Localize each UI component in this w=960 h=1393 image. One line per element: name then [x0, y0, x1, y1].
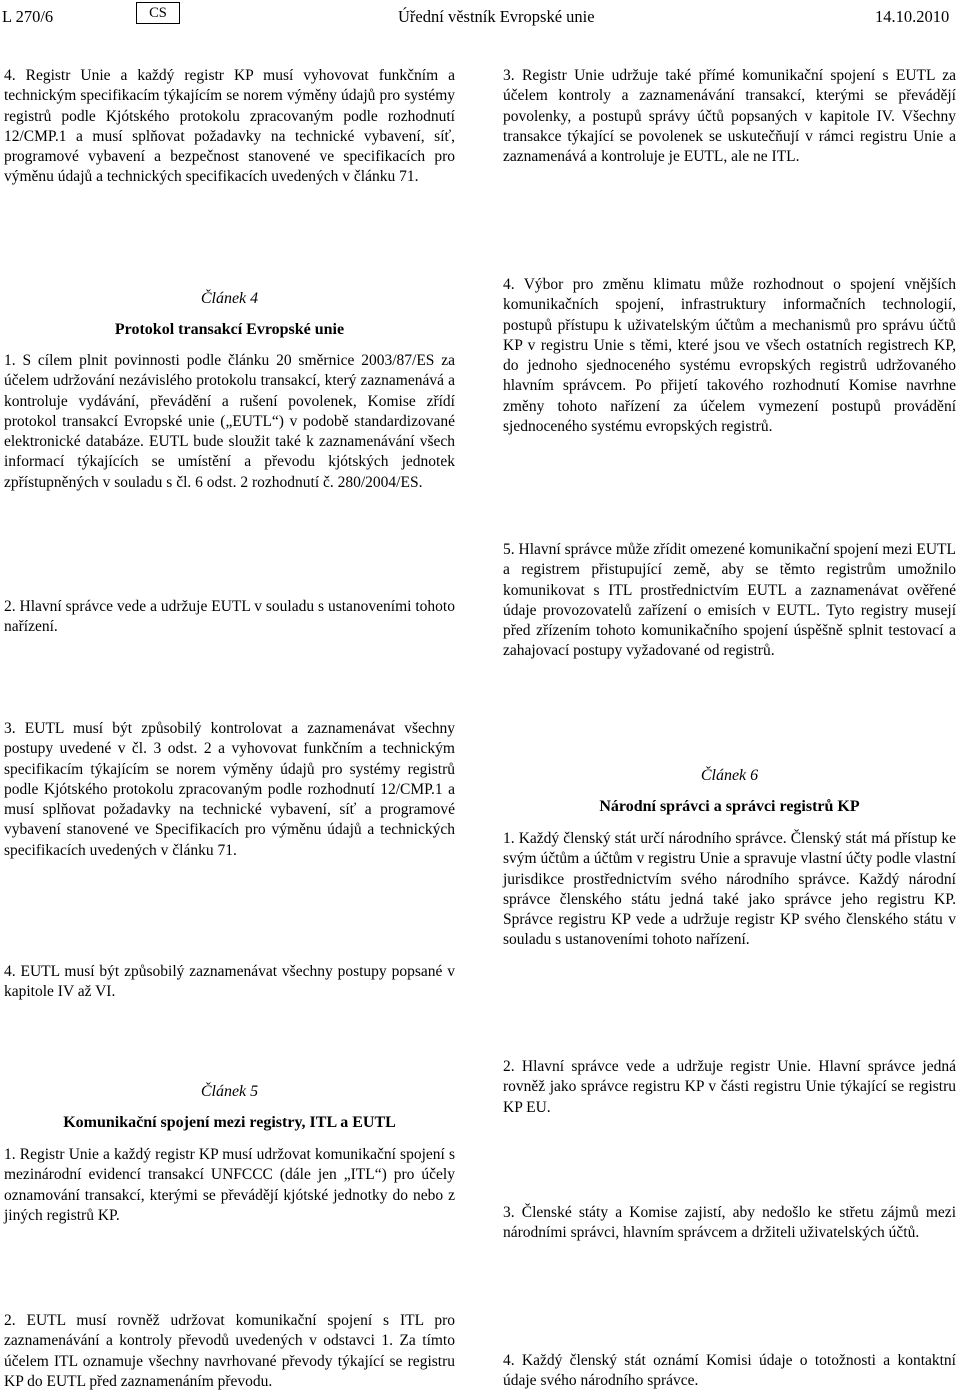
- article-6-paragraph-2: 2. Hlavní správce vede a udržuje registr Unie. Hlavní správce jedná rovněž jako správce registru KP v části registru Unie týkající se registru KP EU.: [503, 1058, 956, 1116]
- article-4-title: Protokol transakcí Evropské unie: [114, 321, 345, 338]
- article-5-label: Článek 5: [200, 1083, 259, 1100]
- publication-date: 14.10.2010: [875, 7, 950, 26]
- page-reference: L 270/6: [2, 7, 54, 26]
- article-5-paragraph-1: 1. Registr Unie a každý registr KP musí udržovat komunikační spojení s mezinárodní evidencí transakcí UNFCCC (dále jen „ITL“) pro účely oznamování transakcí, kterými se převádějí kjótské jednotky do nebo z jiných registrů KP.: [4, 1146, 455, 1224]
- paragraph-4-right: 4. Výbor pro změnu klimatu může rozhodnout o spojení vnějších komunikačních spojení, infrastruktury informačních technologií, postupů přístupu k uživatelským účtům a mechanismů pro správu účtů KP v registru Unie s těmi, které jsou ve všech ostatních registrech KP, do jednoho sjednoceného systému evropských registrů udržovaného hlavním správcem. Po přijetí takového rozhodnutí Komise navrhne změny tohoto nařízení za účelem vymezení postupů provádění sjednoceného systému evropských registrů.: [503, 276, 956, 436]
- journal-title: Úřední věstník Evropské unie: [398, 7, 595, 26]
- paragraph-3-right: 3. Registr Unie udržuje také přímé komunikační spojení s EUTL za účelem kontroly a zaznamenávání transakcí, kterými se převádějí povolenky, a postupů správy účtů popsaných v kapitole IV. Všechny transakce týkající se povolenek se uskutečňují v rámci registru Unie a zaznamenává a kontroluje je EUTL, ale ne ITL.: [503, 67, 956, 166]
- article-4-paragraph-4: 4. EUTL musí být způsobilý zaznamenávat všechny postupy popsané v kapitole IV až VI.: [4, 963, 455, 1001]
- page-header: [0, 0, 960, 40]
- article-6-title: Národní správci a správci registrů KP: [599, 798, 860, 815]
- paragraph-4-top: 4. Registr Unie a každý registr KP musí vyhovovat funkčním a technickým specifikacím týkajícím se norem výměny údajů pro systémy registrů podle Kjótského protokolu zpracovaným podle rozhodnutí 12/CMP.1 a musí splňovat požadavky na technické vybavení, síť, programové vybavení a bezpečnost stanovené ve specifikacích pro výměnu údajů a technických specifikacích uvedených v článku 71.: [4, 67, 455, 186]
- language-badge: CS: [136, 2, 180, 24]
- article-6-label: Článek 6: [700, 767, 759, 784]
- article-6-paragraph-4: 4. Každý členský stát oznámí Komisi údaje o totožnosti a kontaktní údaje svého národního správce.: [503, 1352, 956, 1390]
- article-4-paragraph-1: 1. S cílem plnit povinnosti podle článku 20 směrnice 2003/87/ES za účelem udržování nezávislého protokolu transakcí, který zaznamenává a kontroluje vydávání, převádění a rušení povolenek, Komise zřídí protokol transakcí Evropské unie („EUTL“) v podobě standardizované elektronické databáze. EUTL bude sloužit také k zaznamenávání všech informací týkajících se umístění a převodu kjótských jednotek zpřístupněných v souladu s čl. 6 odst. 2 rozhodnutí č. 280/2004/ES.: [4, 352, 455, 491]
- paragraph-5-right: 5. Hlavní správce může zřídit omezené komunikační spojení mezi EUTL a registrem přistupující země, aby se těmto registrům umožnilo komunikovat s ITL prostřednictvím EUTL a zaznamenávat ověřené údaje provozovatelů zařízení o emisích v EUTL. Tyto registry musejí před zřízením tohoto komunikačního spojení úspěšně splnit testovací a zahajovací postupy vyžadované od registrů.: [503, 541, 956, 660]
- article-6-paragraph-3: 3. Členské státy a Komise zajistí, aby nedošlo ke střetu zájmů mezi národními správci, hlavním správcem a držiteli uživatelských účtů.: [503, 1204, 956, 1242]
- article-5-title: Komunikační spojení mezi registry, ITL a EUTL: [63, 1114, 396, 1131]
- article-5-paragraph-2: 2. EUTL musí rovněž udržovat komunikační spojení s ITL pro zaznamenávání a kontroly převodů uvedených v odstavci 1. Za tímto účelem ITL oznamuje všechny navrhované převody týkající se registru KP do EUTL před zaznamenáním převodu.: [4, 1312, 455, 1390]
- article-4-paragraph-3: 3. EUTL musí být způsobilý kontrolovat a zaznamenávat všechny postupy uvedené v čl. 3 odst. 2 a vyhovovat funkčním a technickým specifikacím týkajícím se norem výměny údajů pro systémy registrů podle Kjótského protokolu zpracovaným podle rozhodnutí 12/CMP.1 a musí splňovat požadavky na technické vybavení, síť a programové vybavení stanovené ve Specifikacích pro výměnu údajů a technických specifikacích uvedených v článku 71.: [4, 720, 455, 859]
- article-4-paragraph-2: 2. Hlavní správce vede a udržuje EUTL v souladu s ustanoveními tohoto nařízení.: [4, 598, 455, 636]
- article-6-paragraph-1: 1. Každý členský stát určí národního správce. Členský stát má přístup ke svým účtům a účtům v registru Unie a spravuje vlastní účty podle vlastní jurisdikce prostřednictvím svého národního správce. Každý národní správce členského státu jedná také jako správce jeho registru KP. Správce registru KP vede a udržuje registr KP svého členského státu v souladu s ustanoveními tohoto nařízení.: [503, 830, 956, 949]
- article-4-label: Článek 4: [200, 290, 259, 307]
